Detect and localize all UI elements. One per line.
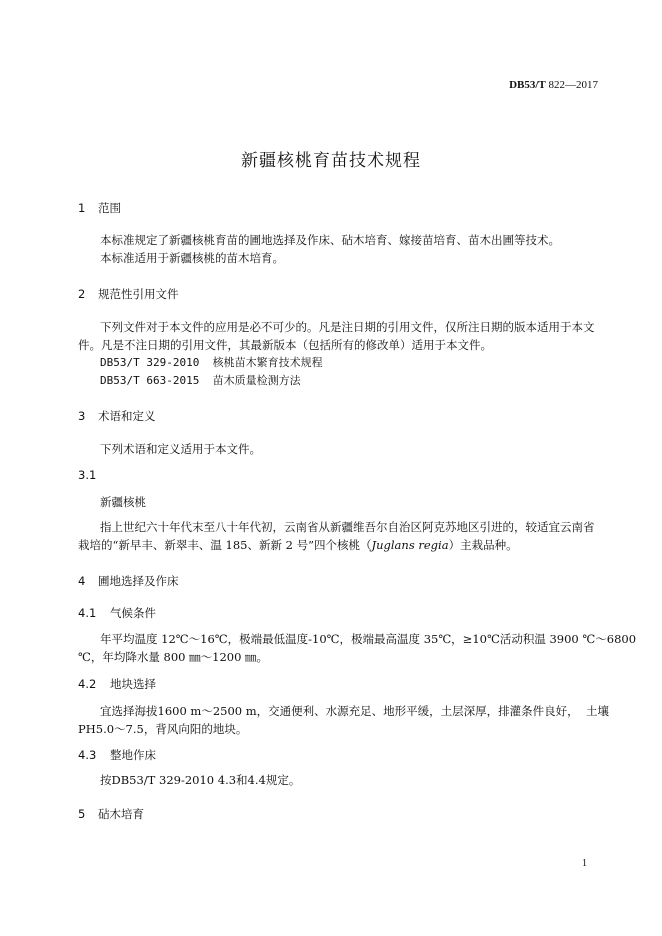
standard-code	[509, 79, 598, 91]
section-title: 术语和定义	[98, 409, 156, 423]
s4-1-paragraph-line-2: ℃，年均降水量 800 ㎜～1200 ㎜。	[78, 650, 269, 664]
s1-paragraph-2: 本标准适用于新疆核桃的苗木培育。	[100, 251, 284, 265]
subsection-3-1-number: 3.1	[78, 468, 97, 482]
section-1-heading	[78, 200, 121, 216]
term-definition-line-1: 指上世纪六十年代末至八十年代初，云南省从新疆维吾尔自治区阿克苏地区引进的，较适宜云南省	[100, 520, 595, 534]
document-title: 新疆核桃育苗技术规程	[241, 151, 421, 171]
section-number: 3	[78, 409, 86, 423]
subsection-number: 4.2	[78, 677, 97, 691]
subsection-number: 4.1	[78, 606, 97, 620]
section-2-heading	[78, 286, 179, 302]
section-5-heading	[78, 806, 144, 822]
page-number: 1	[582, 858, 587, 869]
section-number: 2	[78, 287, 86, 301]
latin-name: Juglans regia	[371, 538, 449, 552]
section-number: 1	[78, 201, 86, 215]
subsection-4-1-heading	[78, 605, 156, 621]
section-title: 圃地选择及作床	[98, 574, 179, 588]
subsection-title: 整地作床	[110, 748, 156, 762]
section-3-heading	[78, 408, 156, 424]
section-number: 4	[78, 574, 86, 588]
section-title: 规范性引用文件	[98, 287, 179, 301]
definition-text-end: ）主栽品种。	[448, 538, 518, 552]
subsection-4-2-heading	[78, 676, 156, 692]
subsection-title: 地块选择	[110, 677, 156, 691]
s3-paragraph-1: 下列术语和定义适用于本文件。	[100, 442, 261, 456]
s1-paragraph-1: 本标准规定了新疆核桃育苗的圃地选择及作床、砧木培育、嫁接苗培育、苗木出圃等技术。	[100, 233, 560, 247]
section-number: 5	[78, 807, 86, 821]
definition-text: 栽培的“新早丰、新翠丰、温 185、新新 2 号”四个核桃（	[78, 538, 372, 552]
reference-2: DB53/T 663-2015 苗木质量检测方法	[100, 374, 301, 387]
s4-2-paragraph-line-1: 宜选择海拔1600 m～2500 m，交通便利、水源充足、地形平缓，土层深厚，排灌条件良好， 土壤	[100, 704, 609, 718]
s4-3-paragraph: 按DB53/T 329-2010 4.3和4.4规定。	[100, 773, 301, 787]
section-title: 范围	[98, 201, 121, 215]
subsection-title: 气候条件	[110, 606, 156, 620]
standard-number: 822—2017	[548, 79, 598, 91]
term-definition-line-2	[78, 536, 518, 554]
section-title: 砧木培育	[98, 807, 144, 821]
reference-1: DB53/T 329-2010 核桃苗木繁育技术规程	[100, 356, 323, 369]
s2-paragraph-line-1: 下列文件对于本文件的应用是必不可少的。凡是注日期的引用文件，仅所注日期的版本适用于本文	[100, 320, 595, 334]
s2-paragraph-line-2: 件。凡是不注日期的引用文件，其最新版本（包括所有的修改单）适用于本文件。	[78, 338, 492, 352]
s4-2-paragraph-line-2: PH5.0～7.5，背风向阳的地块。	[78, 722, 248, 736]
standard-prefix: DB53/T	[509, 79, 546, 91]
section-4-heading	[78, 573, 179, 589]
s4-1-paragraph-line-1: 年平均温度 12℃～16℃，极端最低温度-10℃，极端最高温度 35℃，≥10℃活动积温 3900 ℃～6800	[100, 632, 637, 646]
subsection-number: 4.3	[78, 748, 97, 762]
term-name: 新疆核桃	[100, 495, 146, 509]
subsection-4-3-heading	[78, 747, 156, 763]
